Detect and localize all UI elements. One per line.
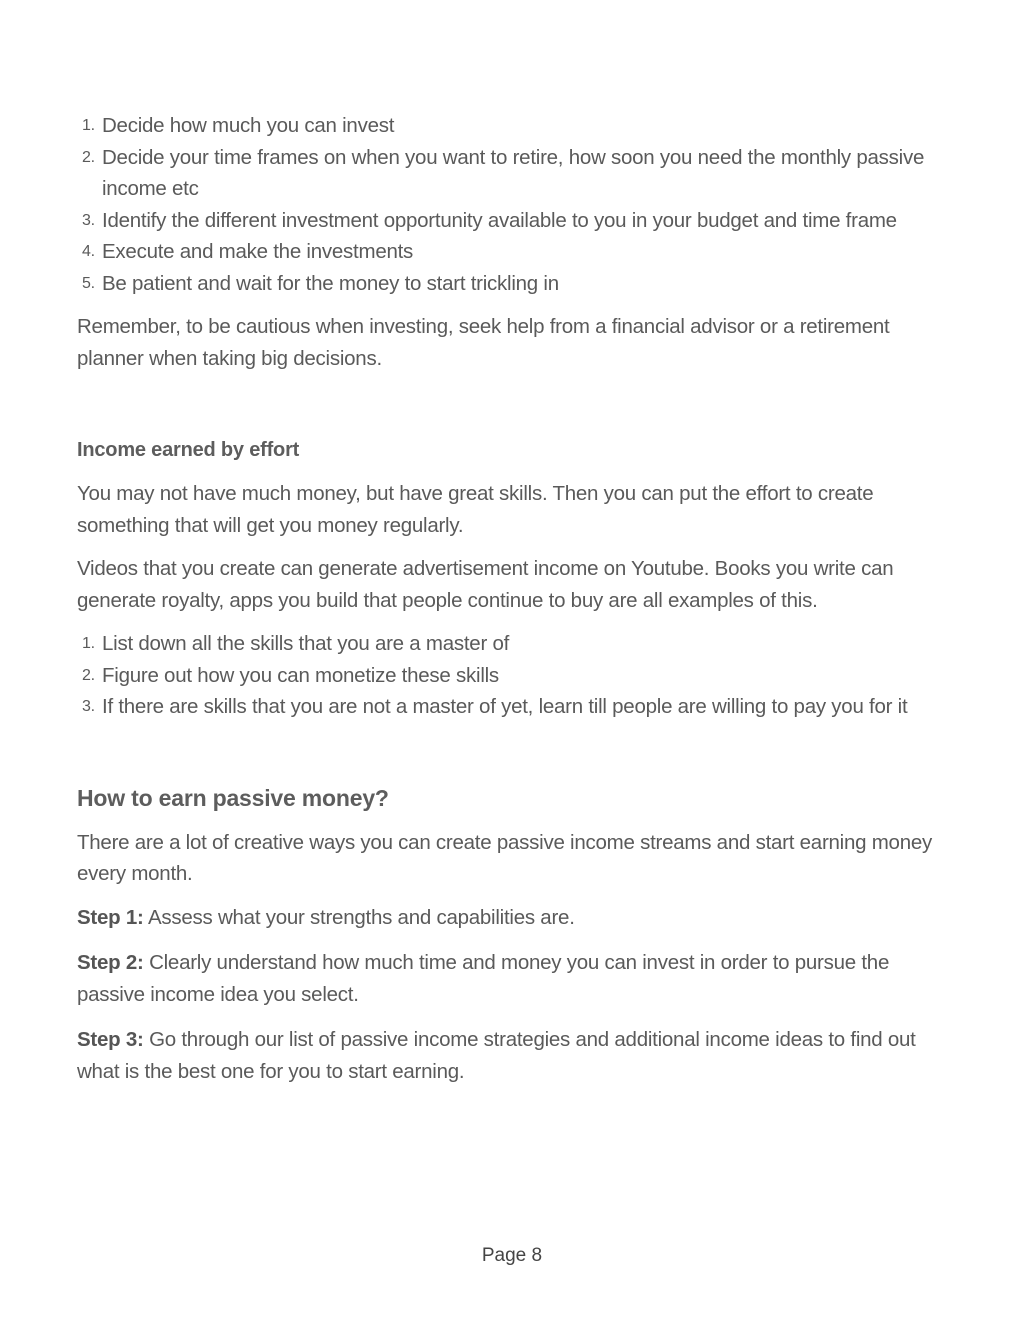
list-number: 3.	[82, 698, 95, 715]
skills-steps-list	[77, 628, 941, 723]
investment-steps-list	[77, 110, 941, 299]
list-item-text: Decide how much you can invest	[102, 114, 395, 137]
list-item	[77, 691, 941, 723]
list-item-text: Decide your time frames on when you want to retire, how soon you need the monthly passive income etc	[102, 145, 925, 200]
list-number: 2.	[82, 148, 95, 166]
list-number: 1.	[82, 117, 95, 134]
step-1-paragraph	[77, 902, 941, 934]
step-text: Assess what your strengths and capabilities are.	[147, 905, 575, 929]
list-item	[77, 268, 941, 300]
effort-paragraph-2: Videos that you create can generate advertisement income on Youtube. Books you write can generate royalty, apps you build that people continue to buy are all examples of this.	[77, 557, 894, 612]
step-label: Step 2:	[77, 951, 144, 974]
list-item-text: Figure out how you can monetize these skills	[102, 663, 499, 687]
list-item-text: Be patient and wait for the money to start trickling in	[102, 271, 559, 295]
step-label: Step 1:	[77, 905, 144, 929]
list-item	[77, 236, 941, 268]
passive-heading: How to earn passive money?	[77, 784, 389, 811]
step-label: Step 3:	[77, 1028, 144, 1051]
effort-heading: Income earned by effort	[77, 439, 300, 461]
passive-intro: There are a lot of creative ways you can create passive income streams and start earning money every month.	[77, 830, 933, 885]
list-item-text: If there are skills that you are not a master of yet, learn till people are willing to pay you for it	[102, 695, 908, 718]
step-text: Clearly understand how much time and money you can invest in order to pursue the passive income idea you select.	[77, 951, 890, 1006]
list-item-text: Identify the different investment opportunity available to you in your budget and time frame	[102, 208, 897, 232]
list-number: 1.	[82, 635, 95, 652]
list-number: 3.	[82, 211, 95, 229]
list-item	[77, 628, 941, 660]
caution-paragraph: Remember, to be cautious when investing, seek help from a financial advisor or a retirement planner when taking big decisions.	[77, 315, 890, 370]
list-item	[77, 110, 941, 142]
page-content	[77, 110, 941, 1087]
list-number: 5.	[82, 274, 95, 292]
list-number: 4.	[82, 243, 95, 260]
effort-paragraph-1: You may not have much money, but have great skills. Then you can put the effort to create something that will get you money regularly.	[77, 482, 874, 537]
list-item-text: Execute and make the investments	[102, 240, 414, 263]
step-2-paragraph	[77, 947, 941, 1010]
page-number: Page 8	[481, 1245, 543, 1266]
list-item	[77, 660, 941, 692]
list-item	[77, 205, 941, 237]
list-item	[77, 142, 941, 205]
list-item-text: List down all the skills that you are a master of	[102, 632, 510, 655]
step-3-paragraph	[77, 1024, 941, 1087]
step-text: Go through our list of passive income strategies and additional income ideas to find out what is the best one for you to start earning.	[77, 1028, 916, 1083]
list-number: 2.	[82, 666, 95, 684]
